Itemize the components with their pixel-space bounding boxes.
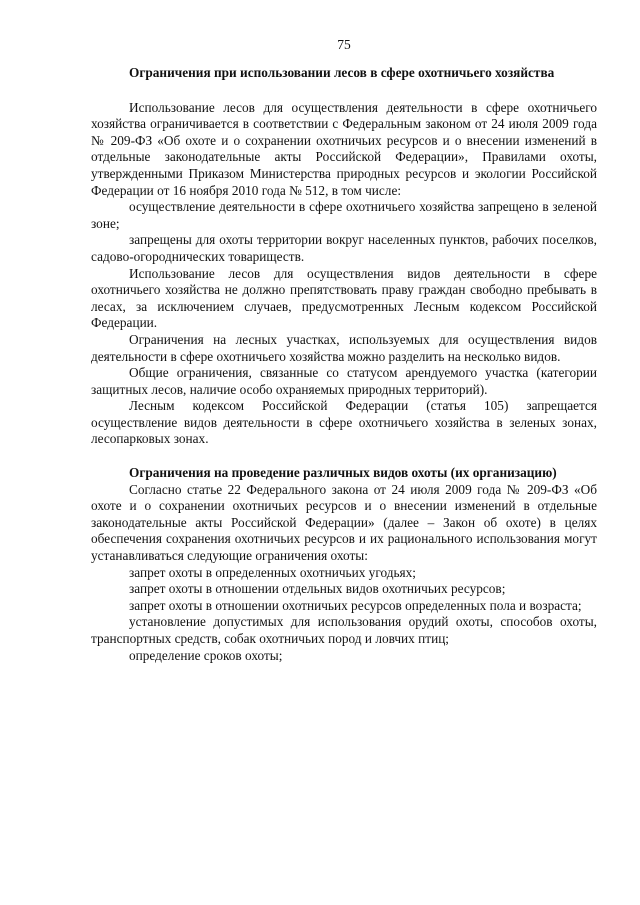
paragraph: Лесным кодексом Российской Федерации (статья 105) запрещается осуществление видов деятельности в сфере охотничьего хозяйства в зеленых зонах, лесопарковых зонах.	[91, 398, 597, 447]
heading-spacer	[91, 82, 597, 100]
list-item: определение сроков охоты;	[129, 647, 283, 663]
list-item: запрет охоты в определенных охотничьих угодьях;	[129, 564, 417, 580]
list-item: запрет охоты в отношении охотничьих ресурсов определенных пола и возраста;	[129, 597, 582, 613]
page-number: 75	[337, 37, 351, 52]
list-item: запрет охоты в отношении отдельных видов охотничьих ресурсов;	[129, 581, 506, 597]
section-heading-hunting-restrictions: Ограничения на проведение различных видов охоты (их организацию)	[129, 465, 557, 481]
paragraph: Общие ограничения, связанные со статусом арендуемого участка (категории защитных лесов, наличие особо охраняемых природных территорий).	[91, 365, 597, 397]
paragraph: осуществление деятельности в сфере охотничьего хозяйства запрещено в зеленой зоне;	[91, 199, 597, 231]
paragraph: Использование лесов для осуществления видов деятельности в сфере охотничьего хозяйства не должно препятствовать праву граждан свободно пребывать в лесах, за исключением случаев, предусмотренных Лесным кодексом Российской Федерации.	[91, 265, 597, 331]
paragraph: запрещены для охоты территории вокруг населенных пунктов, рабочих поселков, садово-огороднических товариществ.	[91, 232, 597, 264]
document-body	[91, 65, 597, 664]
paragraph: Ограничения на лесных участках, используемых для осуществления видов деятельности в сфере охотничьего хозяйства можно разделить на несколько видов.	[91, 331, 597, 364]
list-item: установление допустимых для использования орудий охоты, способов охоты, транспортных средств, собак охотничьих пород и ловчих птиц;	[91, 614, 597, 646]
paragraph: Использование лесов для осуществления деятельности в сфере охотничьего хозяйства ограничивается в соответствии с Федеральным законом от 24 июля 2009 года № 209-ФЗ «Об охоте и о сохранении охотничьих ресурсов и о внесении изменений в отдельные законодательные акты Российской Федерации», Правилами охоты, утвержденными Приказом Министерства природных ресурсов и экологии Российской Федерации от 16 ноября 2010 года № 512, в том числе:	[91, 99, 597, 198]
paragraph: Согласно статье 22 Федерального закона от 24 июля 2009 года № 209-ФЗ «Об охоте и о сохранении охотничьих ресурсов и о внесении изменений в отдельные законодательные акты Российской Федерации» (далее – Закон об охоте) в целях обеспечения сохранения охотничьих ресурсов и их рационального использования могут устанавливаться следующие ограничения охоты:	[91, 481, 597, 564]
section-heading-forest-use-restrictions: Ограничения при использовании лесов в сфере охотничьего хозяйства	[129, 65, 555, 80]
